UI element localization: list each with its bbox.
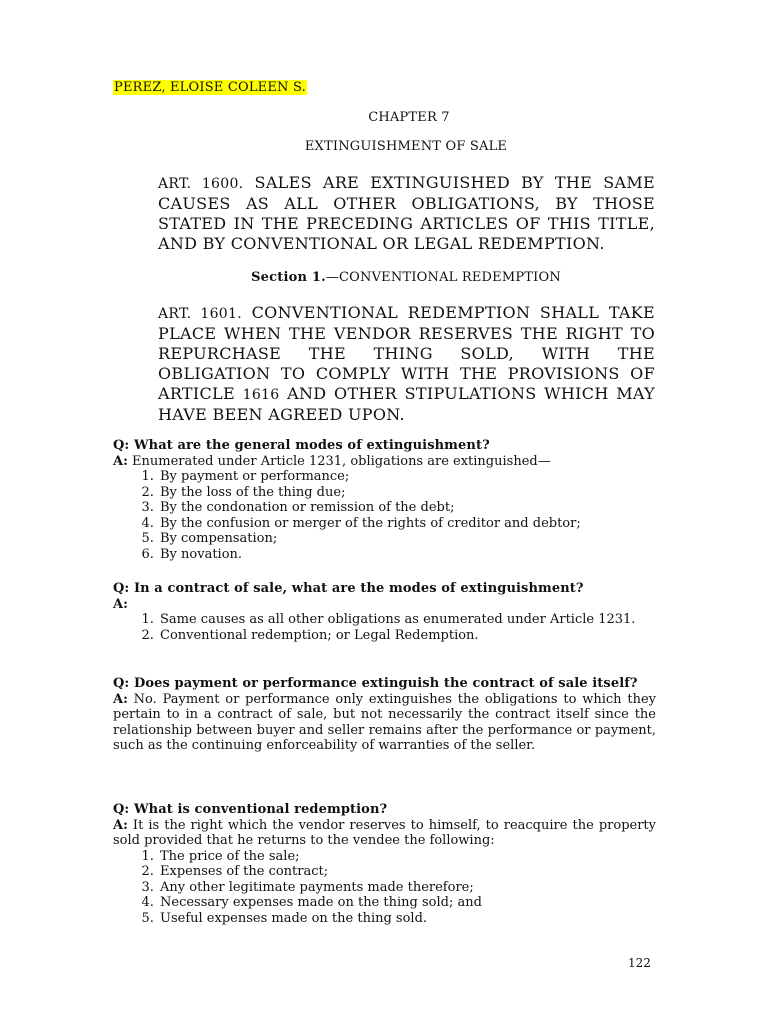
redemption-items-list — [113, 849, 656, 927]
list-item: 4. By the confusion or merger of the rights of creditor and debtor; — [158, 516, 656, 532]
modes-list — [113, 469, 656, 562]
list-item: 2. Conventional redemption; or Legal Redemption. — [158, 628, 656, 644]
answer-label: A: — [113, 596, 128, 612]
answer-text: No. Payment or performance only extinguishes the obligations to which they pertain to in a contract of sale, but not necessarily the contract itself since the relationship between buyer and seller remains after the performance or payment, such as the continuing enforceability of warranties of the seller. — [113, 691, 656, 753]
question: Q: Does payment or performance extinguish the contract of sale itself? — [113, 676, 638, 691]
article-text: CONVENTIONAL REDEMPTION SHALL TAKE PLACE WHEN THE VENDOR RESERVES THE RIGHT TO REPURCHASE THE THING SOLD, WITH THE OBLIGATION TO COMPLY WITH THE PROVISIONS OF ARTICLE — [158, 303, 655, 403]
qa-general-modes — [113, 438, 656, 562]
list-item: 1. Same causes as all other obligations as enumerated under Article 1231. — [158, 612, 656, 628]
section-heading — [22, 270, 768, 285]
question: Q: What are the general modes of extinguishment? — [113, 438, 490, 453]
list-item: 2. Expenses of the contract; — [158, 864, 656, 880]
article-number: ART. 1600. — [158, 176, 244, 192]
answer — [113, 454, 656, 470]
article-1601 — [158, 303, 655, 425]
article-number: ART. 1601. — [158, 306, 242, 322]
qa-payment-extinguish — [113, 676, 656, 754]
answer — [113, 692, 656, 754]
answer — [113, 818, 656, 849]
page-number: 122 — [628, 956, 651, 970]
list-item: 2. By the loss of the thing due; — [158, 485, 656, 501]
list-item: 1. By payment or performance; — [158, 469, 656, 485]
question: Q: In a contract of sale, what are the modes of extinguishment? — [113, 581, 584, 596]
chapter-title: EXTINGUISHMENT OF SALE — [304, 139, 508, 154]
section-title: —CONVENTIONAL REDEMPTION — [325, 270, 561, 285]
answer-label: A: — [113, 817, 128, 833]
qa-contract-of-sale-modes — [113, 581, 656, 643]
question: Q: What is conventional redemption? — [113, 802, 388, 817]
list-item: 3. Any other legitimate payments made therefore; — [158, 880, 656, 896]
list-item: 6. By novation. — [158, 547, 656, 563]
article-reference: 1616 — [242, 387, 280, 403]
list-item: 3. By the condonation or remission of the debt; — [158, 500, 656, 516]
answer-label: A: — [113, 453, 128, 469]
list-item: 5. By compensation; — [158, 531, 656, 547]
list-item: 1. The price of the sale; — [158, 849, 656, 865]
chapter-heading: CHAPTER 7 — [368, 110, 450, 125]
answer-text: It is the right which the vendor reserves to himself, to reacquire the property sold provided that he returns to the vendee the following: — [113, 817, 656, 848]
answer — [113, 597, 656, 613]
list-item: 5. Useful expenses made on the thing sold. — [158, 911, 656, 927]
list-item: 4. Necessary expenses made on the thing sold; and — [158, 895, 656, 911]
answer-text: Enumerated under Article 1231, obligations are extinguished— — [127, 453, 551, 469]
author-name: PEREZ, ELOISE COLEEN S. — [114, 80, 306, 95]
article-text-continued: AND OTHER STIPULATIONS WHICH MAY HAVE BEEN AGREED UPON. — [158, 384, 655, 424]
section-number: Section 1. — [251, 270, 326, 285]
article-1600 — [158, 173, 655, 254]
qa-conventional-redemption — [113, 802, 656, 926]
answer-label: A: — [113, 691, 128, 707]
article-text: SALES ARE EXTINGUISHED BY THE SAME CAUSES AS ALL OTHER OBLIGATIONS, BY THOSE STATED IN THE PRECEDING ARTICLES OF THIS TITLE, AND BY CONVENTIONAL OR LEGAL REDEMPTION. — [158, 173, 655, 253]
modes-list — [113, 612, 656, 643]
